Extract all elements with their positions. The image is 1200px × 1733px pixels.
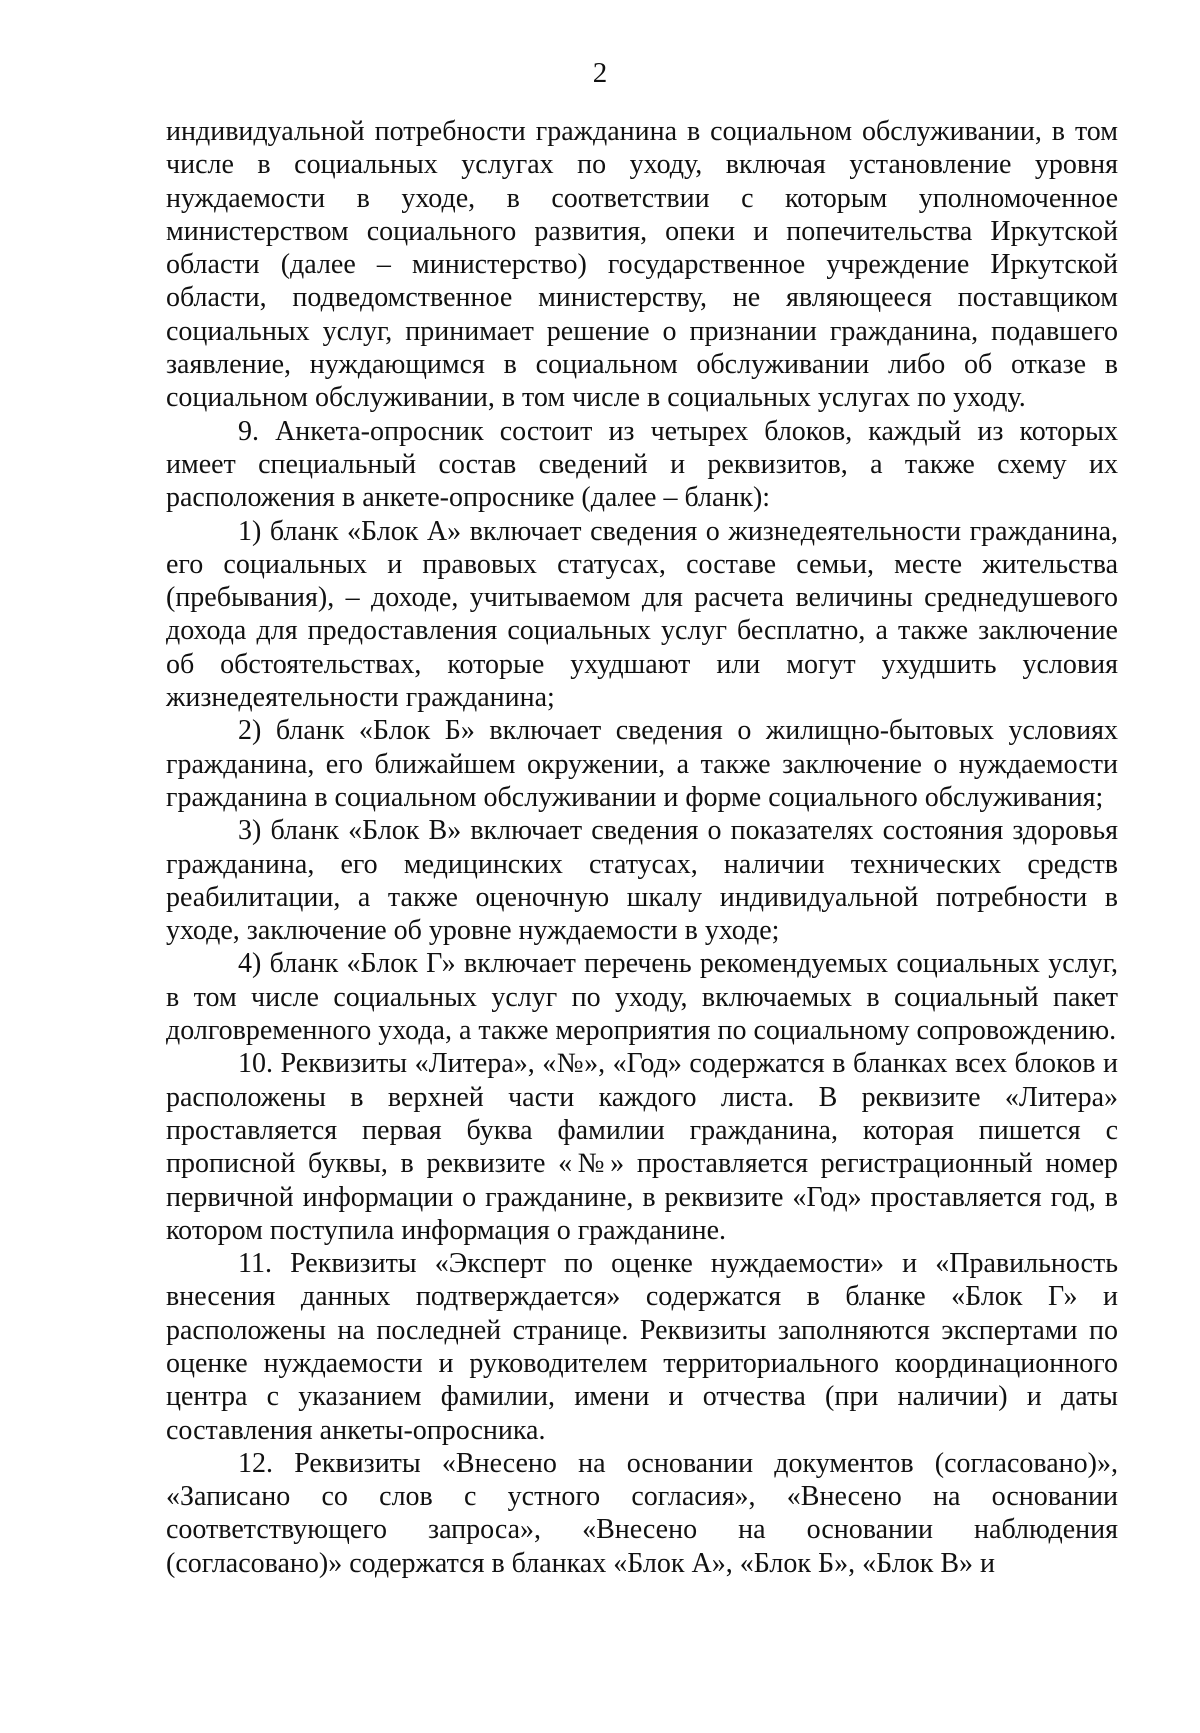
paragraph-subitem-1: 1) бланк «Блок А» включает сведения о жизнедеятельности гражданина, его социальных и правовых статусах, составе семьи, месте жительства (пребывания), – доходе, учитываемом для расчета величины среднедушевого дохода для предоставления социальных услуг бесплатно, а также заключение об обстоятельствах, которые ухудшают или могут ухудшить условия жизнедеятельности гражданина;	[166, 515, 1118, 714]
document-body	[166, 115, 1118, 1580]
paragraph-item-11: 11. Реквизиты «Эксперт по оценке нуждаемости» и «Правильность внесения данных подтверждается» содержатся в бланке «Блок Г» и расположены на последней странице. Реквизиты заполняются экспертами по оценке нуждаемости и руководителем территориального координационного центра с указанием фамилии, имени и отчества (при наличии) и даты составления анкеты-опросника.	[166, 1248, 1118, 1446]
paragraph-item-9: 9. Анкета-опросник состоит из четырех блоков, каждый из которых имеет специальный состав сведений и реквизитов, а также схему их расположения в анкете-опроснике (далее – бланк):	[166, 415, 1118, 514]
paragraph-item-12: 12. Реквизиты «Внесено на основании документов (согласовано)», «Записано со слов с устного согласия», «Внесено на основании соответствующего запроса», «Внесено на основании наблюдения (согласовано)» содержатся в бланках «Блок А», «Блок Б», «Блок В» и	[166, 1447, 1118, 1579]
paragraph-continuation: индивидуальной потребности гражданина в социальном обслуживании, в том числе в социальных услугах по уходу, включая установление уровня нуждаемости в уходе, в соответствии с которым уполномоченное министерством социального развития, опеки и попечительства Иркутской области (далее – министерство) государственное учреждение Иркутской области, подведомственное министерству, не являющееся поставщиком социальных услуг, принимает решение о признании гражданина, подавшего заявление, нуждающимся в социальном обслуживании либо об отказе в социальном обслуживании, в том числе в социальных услугах по уходу.	[166, 116, 1118, 414]
paragraph-subitem-3: 3) бланк «Блок В» включает сведения о показателях состояния здоровья гражданина, его медицинских статусах, наличии технических средств реабилитации, а также оценочную шкалу индивидуальной потребности в уходе, заключение об уровне нуждаемости в уходе;	[166, 815, 1118, 947]
paragraph-subitem-2: 2) бланк «Блок Б» включает сведения о жилищно-бытовых условиях гражданина, его ближайшем окружении, а также заключение о нуждаемости гражданина в социальном обслуживании и форме социального обслуживания;	[166, 715, 1118, 813]
page-number: 2	[592, 57, 608, 89]
paragraph-item-10: 10. Реквизиты «Литера», «№», «Год» содержатся в бланках всех блоков и расположены в верхней части каждого листа. В реквизите «Литера» проставляется первая буква фамилии гражданина, которая пишется с прописной буквы, в реквизите «№» проставляется регистрационный номер первичной информации о гражданине, в реквизите «Год» проставляется год, в котором поступила информация о гражданине.	[166, 1048, 1118, 1246]
paragraph-subitem-4: 4) бланк «Блок Г» включает перечень рекомендуемых социальных услуг, в том числе социальных услуг по уходу, включаемых в социальный пакет долговременного ухода, а также мероприятия по социальному сопровождению.	[166, 948, 1118, 1047]
